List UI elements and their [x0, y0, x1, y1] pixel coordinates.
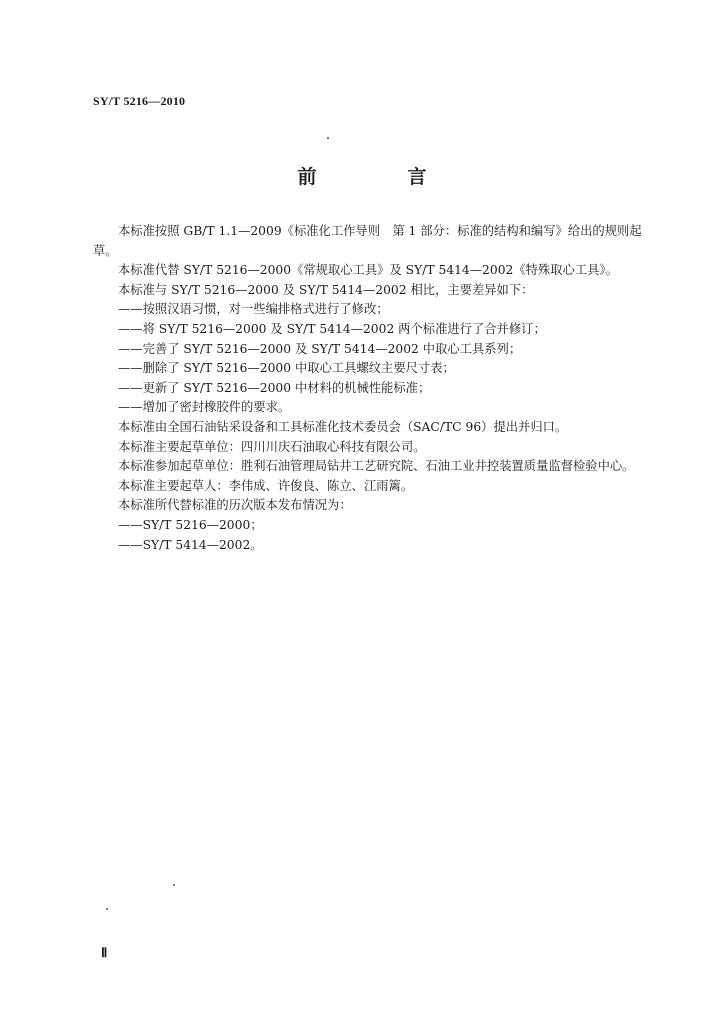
- list-item: ——将 SY/T 5216—2000 及 SY/T 5414—2002 两个标准进行了合并修订；: [118, 321, 546, 336]
- paragraph: 本标准与 SY/T 5216—2000 及 SY/T 5414—2002 相比，主要差异如下：: [118, 282, 534, 297]
- list-item: ——SY/T 5216—2000；: [118, 517, 263, 532]
- paragraph: 本标准主要起草人：李伟成、许俊良、陈立、江雨篱。: [118, 478, 414, 493]
- foreword-body: [93, 222, 663, 555]
- page-title: 前 言: [297, 166, 463, 188]
- list-item: ——按照汉语习惯，对一些编排格式进行了修改；: [118, 302, 389, 317]
- page-number: Ⅱ: [101, 945, 108, 960]
- paragraph: 本标准所代替标准的历次版本发布情况为：: [118, 498, 352, 513]
- paragraph: 本标准代替 SY/T 5216—2000《常规取心工具》及 SY/T 5414—2002《特殊取心工具》。: [118, 263, 618, 278]
- paragraph: 本标准由全国石油钻采设备和工具标准化技术委员会（SAC/TC 96）提出并归口。: [118, 419, 568, 434]
- scan-speck: [327, 137, 329, 139]
- paragraph: 本标准参加起草单位：胜利石油管理局钻井工艺研究院、石油工业井控装置质量监督检验中心。: [118, 459, 635, 474]
- scan-speck: [173, 884, 175, 886]
- list-item: ——更新了 SY/T 5216—2000 中材料的机械性能标准；: [118, 380, 431, 395]
- scan-speck: [106, 908, 108, 910]
- list-item: ——SY/T 5414—2002。: [118, 537, 263, 552]
- list-item: ——完善了 SY/T 5216—2000 及 SY/T 5414—2002 中取心工具系列；: [118, 341, 522, 356]
- document-code: SY/T 5216—2010: [93, 94, 186, 108]
- list-item: ——删除了 SY/T 5216—2000 中取心工具螺纹主要尺寸表；: [118, 361, 455, 376]
- list-item: ——增加了密封橡胶件的要求。: [118, 400, 291, 415]
- paragraph: 本标准主要起草单位：四川川庆石油取心科技有限公司。: [118, 439, 426, 454]
- paragraph: 本标准按照 GB/T 1.1—2009《标准化工作导则 第 1 部分：标准的结构和编写》给出的规则起草。: [93, 224, 642, 258]
